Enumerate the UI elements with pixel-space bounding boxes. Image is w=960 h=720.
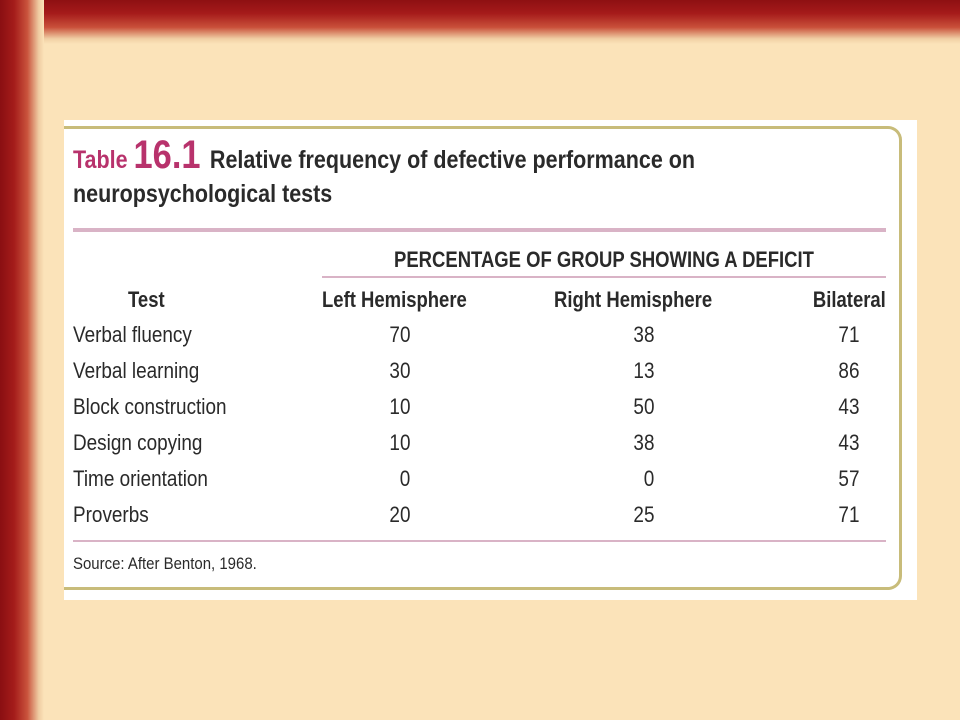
table-row [64, 322, 917, 356]
test-name: Block construction [73, 394, 227, 419]
table-row [64, 358, 917, 392]
left-hemisphere-value: 10 [388, 430, 410, 455]
table-row [64, 466, 917, 500]
table-row [64, 430, 917, 464]
test-name: Proverbs [73, 502, 149, 527]
table-caption [73, 133, 761, 211]
test-name: Verbal fluency [73, 322, 192, 347]
bilateral-value: 86 [837, 358, 859, 383]
column-header-left-hemisphere: Left Hemisphere [322, 287, 467, 312]
table-title-line2: neuropsychological tests [73, 180, 333, 208]
right-hemisphere-value: 38 [632, 322, 654, 347]
right-hemisphere-value: 13 [632, 358, 654, 383]
bilateral-value: 43 [837, 394, 859, 419]
right-hemisphere-value: 0 [643, 466, 654, 491]
right-hemisphere-value: 25 [632, 502, 654, 527]
caption-divider [73, 228, 886, 232]
test-name: Design copying [73, 430, 203, 455]
left-hemisphere-value: 20 [388, 502, 410, 527]
slide-frame-left [0, 0, 44, 720]
right-hemisphere-value: 50 [632, 394, 654, 419]
left-hemisphere-value: 10 [388, 394, 410, 419]
left-hemisphere-value: 30 [388, 358, 410, 383]
test-name: Time orientation [73, 466, 208, 491]
slide-frame-top [0, 0, 960, 44]
bilateral-value: 71 [837, 322, 859, 347]
group-header-divider [322, 276, 886, 278]
column-header-bilateral: Bilateral [813, 287, 886, 312]
left-hemisphere-value: 0 [399, 466, 410, 491]
bilateral-value: 43 [837, 430, 859, 455]
bilateral-value: 71 [837, 502, 859, 527]
column-header-test: Test [128, 287, 165, 312]
source-note: Source: After Benton, 1968. [73, 554, 257, 573]
table-image [64, 120, 917, 600]
bilateral-value: 57 [837, 466, 859, 491]
table-bottom-divider [73, 540, 886, 542]
table-number: 16.1 [133, 133, 201, 177]
group-header: PERCENTAGE OF GROUP SHOWING A DEFICIT [394, 247, 814, 272]
table-title-line1: Relative frequency of defective performance on [209, 146, 696, 174]
table-label: Table [73, 146, 128, 174]
column-header-right-hemisphere: Right Hemisphere [554, 287, 713, 312]
table-row [64, 502, 917, 536]
left-hemisphere-value: 70 [388, 322, 410, 347]
table-row [64, 394, 917, 428]
right-hemisphere-value: 38 [632, 430, 654, 455]
test-name: Verbal learning [73, 358, 200, 383]
